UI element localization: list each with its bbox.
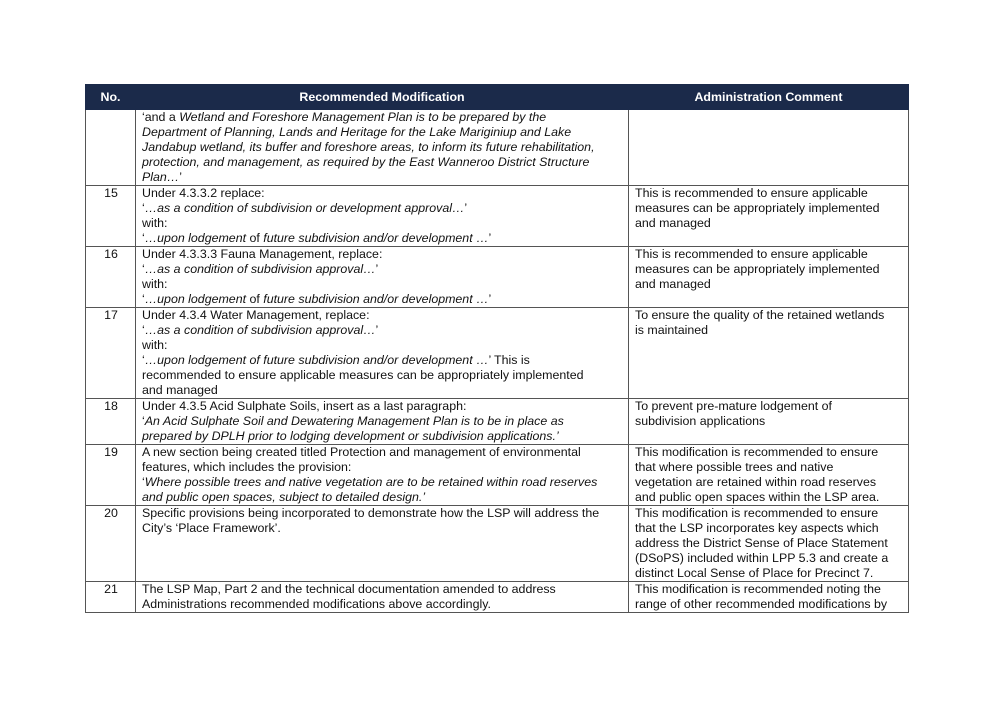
modification-line — [142, 506, 623, 521]
modification-line — [142, 368, 623, 383]
modification-line — [142, 445, 623, 460]
text: ’ — [375, 323, 379, 337]
italic-text: prepared by DPLH prior to lodging development or subdivision applications.’ — [142, 429, 559, 443]
modification-line — [142, 125, 623, 140]
italic-text: Plan… — [142, 170, 180, 184]
comment-line: This modification is recommended noting the — [635, 582, 881, 596]
recommended-modification-cell — [136, 445, 629, 506]
italic-text: …upon lodgement — [144, 292, 247, 306]
table-row — [86, 308, 909, 399]
text: ’ — [464, 201, 468, 215]
comment-line: To ensure the quality of the retained wetlands — [635, 308, 885, 322]
comment-line: (DSoPS) included within LPP 5.3 and create a — [635, 551, 889, 565]
modification-line — [142, 338, 623, 353]
text: ’ — [488, 292, 492, 306]
row-number — [86, 110, 136, 186]
table-row — [86, 582, 909, 613]
comment-line: This modification is recommended to ensure — [635, 506, 879, 520]
modification-line — [142, 308, 623, 323]
text: The LSP Map, Part 2 and the technical documentation amended to address — [142, 582, 556, 596]
modification-line — [142, 521, 623, 536]
comment-line: To prevent pre-mature lodgement of — [635, 399, 832, 413]
recommended-modification-cell — [136, 186, 629, 247]
text: Administrations recommended modifications above accordingly. — [142, 597, 491, 611]
modification-line — [142, 475, 623, 490]
text: of — [246, 231, 264, 245]
table-row — [86, 110, 909, 186]
text: and managed — [142, 383, 218, 397]
comment-line: This is recommended to ensure applicable — [635, 186, 868, 200]
italic-text: …as a condition of subdivision approval… — [144, 323, 376, 337]
modification-line — [142, 582, 623, 597]
text: of — [246, 292, 264, 306]
modification-line — [142, 490, 623, 505]
comment-line: and public open spaces within the LSP area. — [635, 490, 880, 504]
text: with: — [142, 216, 168, 230]
text: Under 4.3.4 Water Management, replace: — [142, 308, 370, 322]
comment-line: vegetation are retained within road reserves — [635, 475, 877, 489]
text: ‘ — [142, 323, 145, 337]
text: ’ — [179, 170, 182, 184]
modification-line — [142, 383, 623, 398]
text: ‘ — [142, 475, 145, 489]
text: Under 4.3.5 Acid Sulphate Soils, insert as a last paragraph: — [142, 399, 467, 413]
row-number: 17 — [86, 308, 136, 399]
italic-text: Where possible trees and native vegetation are to be retained within road reserves — [144, 475, 598, 489]
comment-line: address the District Sense of Place Statement — [635, 536, 888, 550]
text: recommended to ensure applicable measures can be appropriately implemented — [142, 368, 584, 382]
modification-line — [142, 140, 623, 155]
recommended-modification-cell — [136, 506, 629, 582]
modification-line — [142, 155, 623, 170]
text: A new section being created titled Protection and management of environmental — [142, 445, 581, 459]
modification-line — [142, 460, 623, 475]
administration-comment-cell — [629, 582, 909, 613]
recommended-modification-cell — [136, 308, 629, 399]
modification-line — [142, 186, 623, 201]
text: ‘ — [142, 262, 145, 276]
table-row — [86, 399, 909, 445]
row-number: 21 — [86, 582, 136, 613]
italic-text: …upon lodgement — [144, 231, 247, 245]
text: features, which includes the provision: — [142, 460, 352, 474]
text: Specific provisions being incorporated to demonstrate how the LSP will address the — [142, 506, 600, 520]
modification-line — [142, 429, 623, 444]
italic-text: protection, and management, as required by the East Wanneroo District Structure — [142, 155, 590, 169]
comment-line: that where possible trees and native — [635, 460, 834, 474]
text: with: — [142, 277, 168, 291]
text: Under 4.3.3.2 replace: — [142, 186, 265, 200]
italic-text: future subdivision and/or development … — [263, 292, 489, 306]
row-number: 15 — [86, 186, 136, 247]
row-number: 19 — [86, 445, 136, 506]
text: with: — [142, 338, 168, 352]
modification-line — [142, 292, 623, 307]
comment-line: and managed — [635, 216, 711, 230]
modification-line — [142, 262, 623, 277]
text: ‘ — [142, 353, 145, 367]
comment-line: distinct Local Sense of Place for Precinct 7. — [635, 566, 874, 580]
administration-comment-cell — [629, 445, 909, 506]
row-number: 16 — [86, 247, 136, 308]
comment-line: range of other recommended modifications by — [635, 597, 888, 611]
header-administration-comment: Administration Comment — [629, 85, 909, 110]
text: ‘ — [142, 414, 145, 428]
administration-comment-cell — [629, 186, 909, 247]
recommended-modification-cell — [136, 582, 629, 613]
header-recommended-modification: Recommended Modification — [136, 85, 629, 110]
modification-line — [142, 231, 623, 246]
modification-line — [142, 110, 623, 125]
comment-line: and managed — [635, 277, 711, 291]
modification-line — [142, 323, 623, 338]
comment-line: measures can be appropriately implemented — [635, 201, 880, 215]
modifications-table — [85, 84, 909, 613]
text: City’s ‘Place Framework’. — [142, 521, 281, 535]
comment-line: This is recommended to ensure applicable — [635, 247, 868, 261]
text: Under 4.3.3.3 Fauna Management, replace: — [142, 247, 383, 261]
text: ‘ — [142, 201, 145, 215]
row-number: 20 — [86, 506, 136, 582]
modification-line — [142, 399, 623, 414]
text: ’ This is — [488, 353, 530, 367]
italic-text: Wetland and Foreshore Management Plan is to be prepared by the — [179, 110, 547, 124]
recommended-modification-cell — [136, 247, 629, 308]
administration-comment-cell — [629, 399, 909, 445]
table-row — [86, 445, 909, 506]
administration-comment-cell — [629, 110, 909, 186]
administration-comment-cell — [629, 308, 909, 399]
italic-text: Department of Planning, Lands and Heritage for the Lake Mariginiup and Lake — [142, 125, 572, 139]
comment-line: subdivision applications — [635, 414, 766, 428]
comment-line: measures can be appropriately implemented — [635, 262, 880, 276]
modification-line — [142, 597, 623, 612]
administration-comment-cell — [629, 506, 909, 582]
administration-comment-cell — [629, 247, 909, 308]
header-no: No. — [86, 85, 136, 110]
comment-line: This modification is recommended to ensure — [635, 445, 879, 459]
italic-text: future subdivision and/or development … — [263, 231, 489, 245]
modification-line — [142, 170, 623, 185]
modification-line — [142, 277, 623, 292]
table-header-row — [86, 85, 909, 110]
table-row — [86, 186, 909, 247]
comment-line: that the LSP incorporates key aspects which — [635, 521, 879, 535]
comment-line: is maintained — [635, 323, 709, 337]
italic-text: …upon lodgement of future subdivision and/or development … — [144, 353, 489, 367]
italic-text: …as a condition of subdivision or development approval… — [144, 201, 465, 215]
modification-line — [142, 216, 623, 231]
modification-line — [142, 201, 623, 216]
text: ’ — [488, 231, 492, 245]
recommended-modification-cell — [136, 110, 629, 186]
italic-text: …as a condition of subdivision approval… — [144, 262, 376, 276]
text: ‘ — [142, 231, 145, 245]
modification-line — [142, 414, 623, 429]
italic-text: Jandabup wetland, its buffer and foreshore areas, to inform its future rehabilitation, — [142, 140, 595, 154]
table-row — [86, 506, 909, 582]
italic-text: An Acid Sulphate Soil and Dewatering Management Plan is to be in place as — [144, 414, 564, 428]
text: ‘and a — [142, 110, 180, 124]
recommended-modification-cell — [136, 399, 629, 445]
row-number: 18 — [86, 399, 136, 445]
text: ’ — [375, 262, 379, 276]
modification-line — [142, 353, 623, 368]
table-row — [86, 247, 909, 308]
italic-text: and public open spaces, subject to detailed design.’ — [142, 490, 426, 504]
modification-line — [142, 247, 623, 262]
text: ‘ — [142, 292, 145, 306]
